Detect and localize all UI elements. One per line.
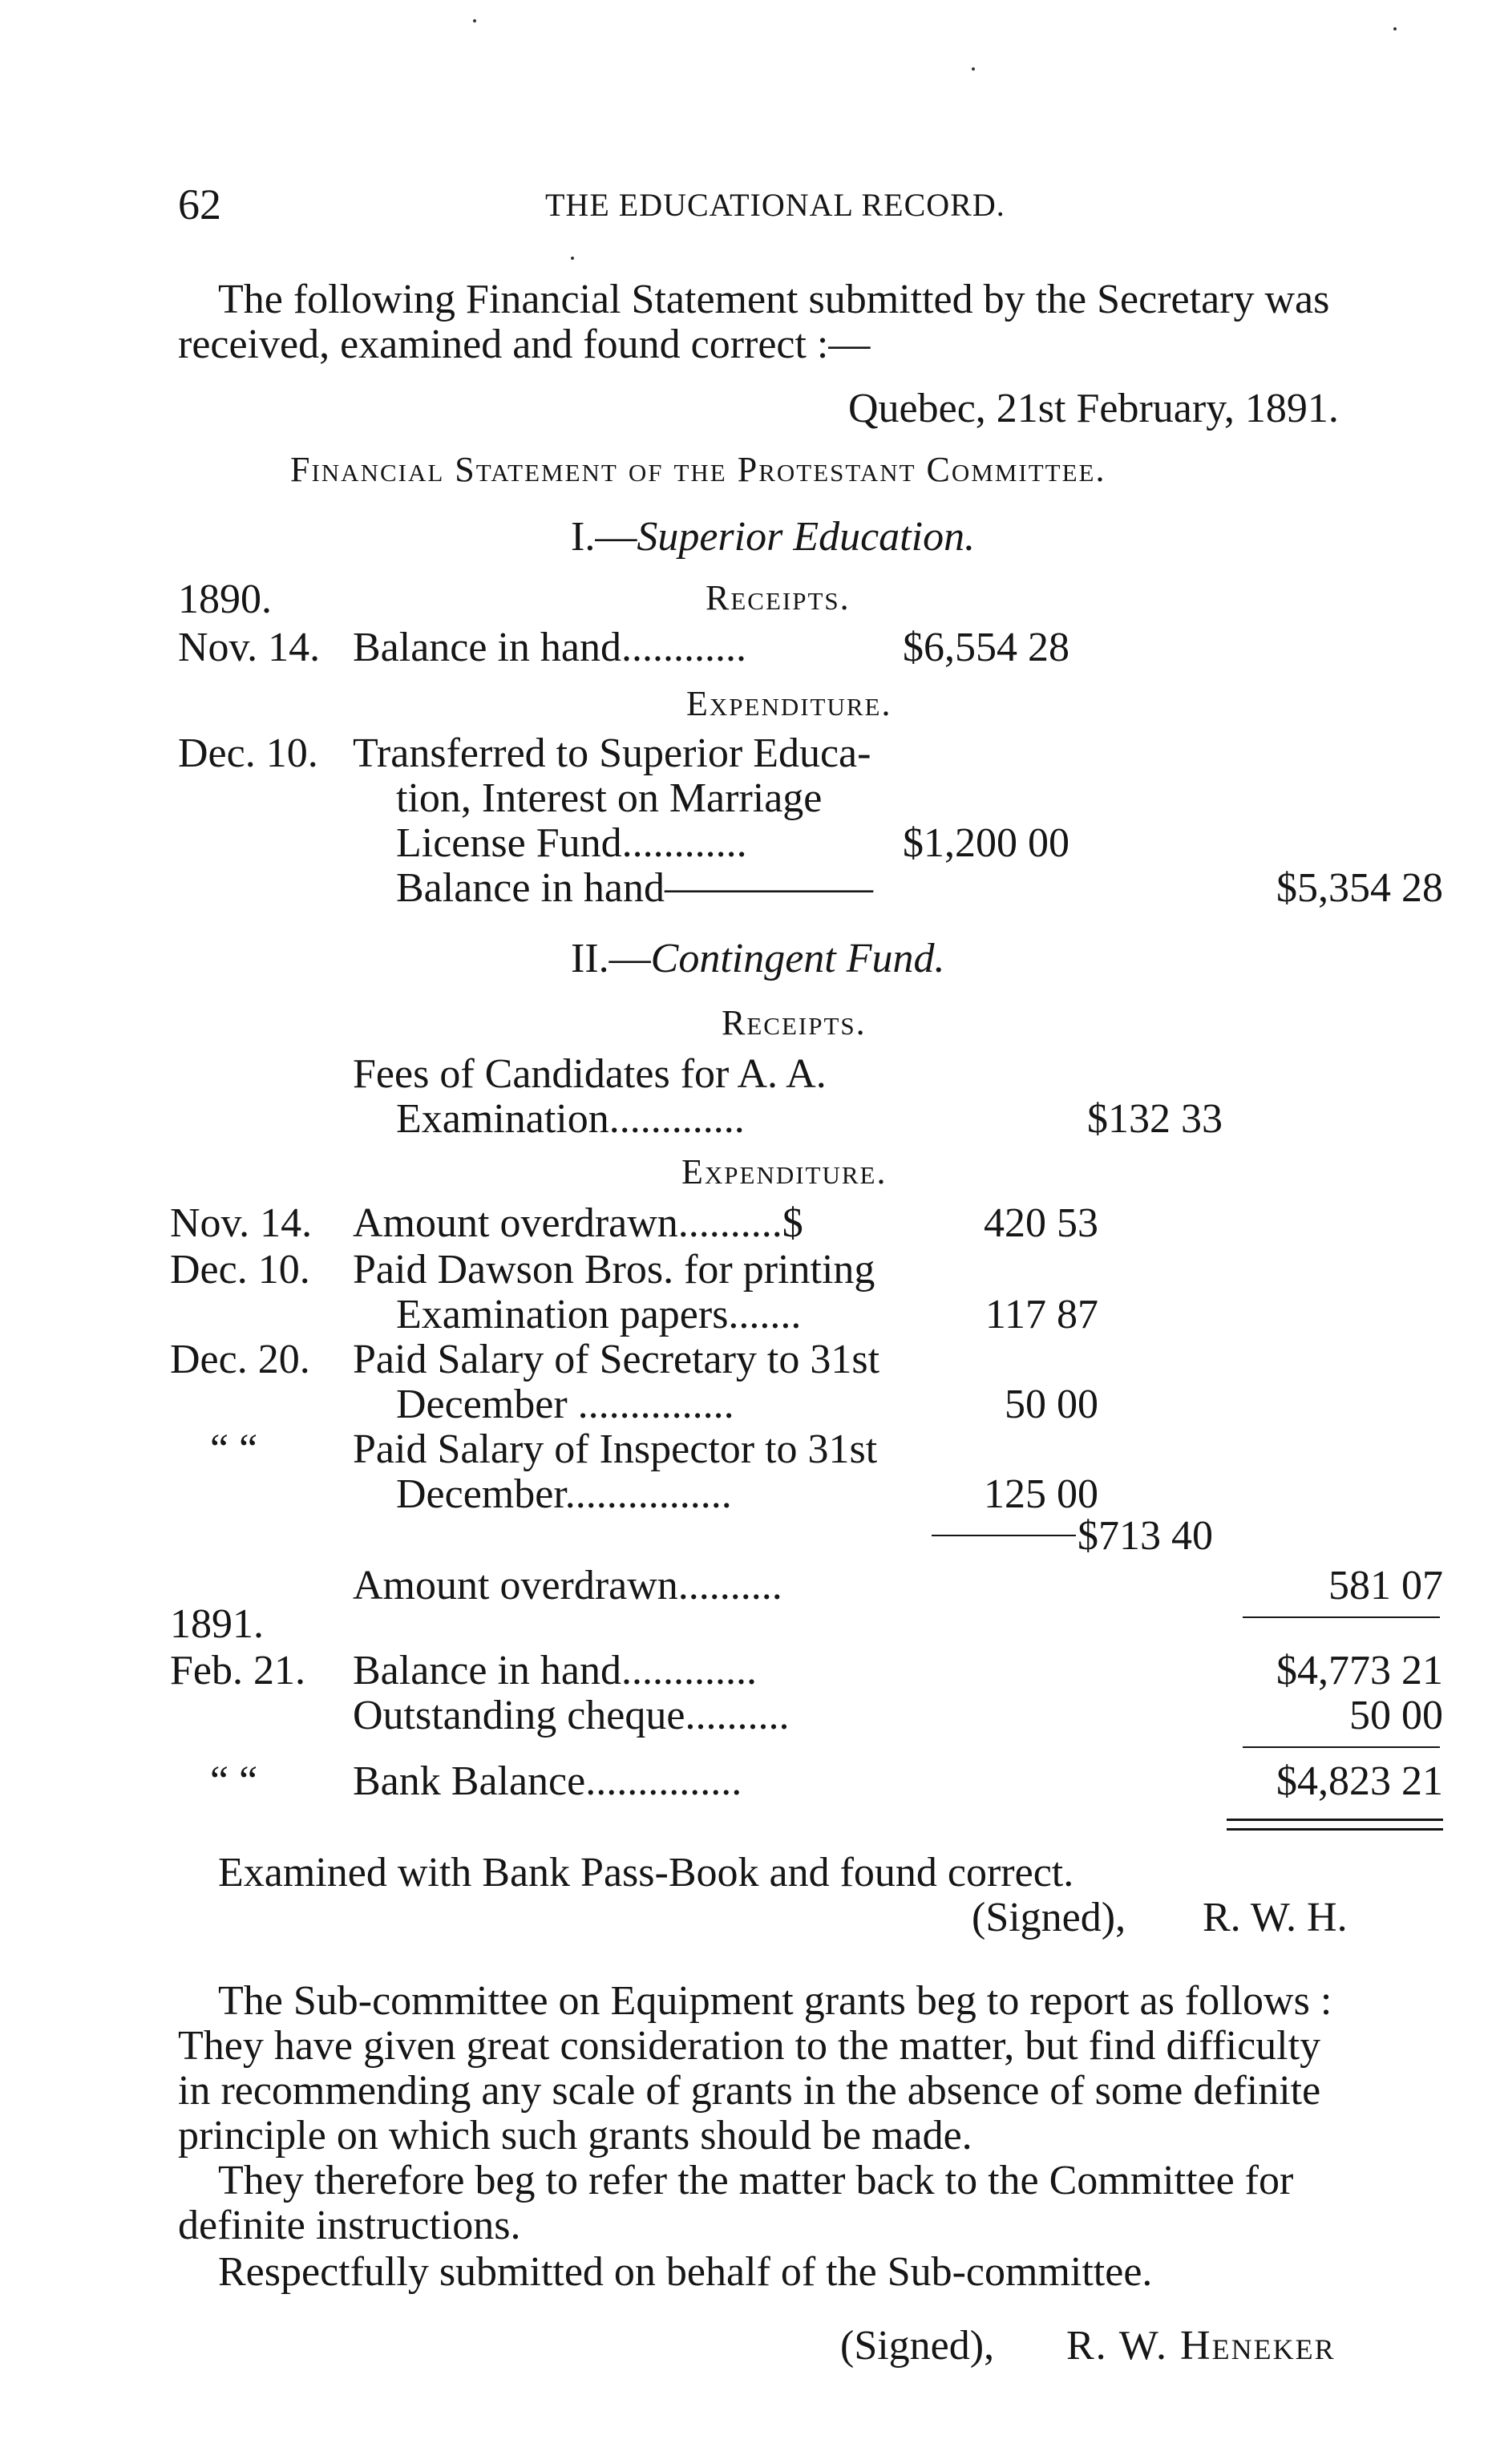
- entry-date: Dec. 10.: [170, 1247, 310, 1293]
- entry-description: License Fund............: [396, 820, 747, 866]
- section-number: I.—: [571, 514, 637, 560]
- dateline: Quebec, 21st February, 1891.: [848, 386, 1339, 431]
- total-rule: [932, 1535, 1076, 1536]
- entry-date: Nov. 14.: [170, 1200, 313, 1246]
- entry-description: Balance in hand............: [353, 625, 746, 670]
- entry-description: Paid Salary of Inspector to 31st: [353, 1426, 878, 1472]
- entry-description: Balance in hand.............: [353, 1648, 757, 1693]
- double-rule: [1227, 1828, 1443, 1831]
- expenditure-heading: Expenditure.: [686, 684, 892, 723]
- entry-description: Amount overdrawn..........$: [353, 1200, 803, 1246]
- entry-amount: 125 00: [984, 1471, 1098, 1517]
- section-heading-contingent: [571, 938, 945, 980]
- overdrawn-amount: 581 07: [1328, 1563, 1443, 1608]
- section-title: Contingent Fund.: [650, 936, 945, 981]
- entry-amount: $1,200 00: [903, 820, 1069, 866]
- print-speck: [972, 67, 975, 71]
- entry-description: Fees of Candidates for A. A.: [353, 1051, 827, 1097]
- section-heading-superior: [571, 516, 975, 558]
- entry-date: “ “: [210, 1758, 258, 1804]
- report-line: They therefore beg to refer the matter back to the Committee for: [218, 2158, 1294, 2203]
- entry-amount: 117 87: [985, 1292, 1098, 1337]
- total-amount: $713 40: [1078, 1513, 1213, 1559]
- cheque-amount: 50 00: [1349, 1693, 1443, 1738]
- verification-text: Examined with Bank Pass-Book and found correct.: [218, 1850, 1074, 1896]
- entry-description: Outstanding cheque..........: [353, 1693, 790, 1738]
- page-number: 62: [178, 180, 221, 229]
- signed-label: (Signed),: [840, 2323, 995, 2369]
- entry-description: Examination papers.......: [396, 1292, 802, 1337]
- entry-date: “ “: [210, 1426, 258, 1472]
- print-speck: [473, 19, 476, 22]
- report-line: They have given great consideration to the matter, but find difficulty: [178, 2023, 1321, 2069]
- signatory-initials: R. W. H.: [1203, 1895, 1348, 1940]
- sum-rule: [1243, 1616, 1440, 1618]
- entry-amount: $132 33: [1087, 1096, 1223, 1142]
- bank-balance-amount: $4,823 21: [1276, 1758, 1443, 1804]
- report-line: The Sub-committee on Equipment grants beg to report as follows :: [218, 1978, 1332, 2024]
- signature: R. W. Heneker: [1066, 2323, 1336, 2369]
- report-line: definite instructions.: [178, 2203, 521, 2248]
- entry-description: Amount overdrawn..........: [353, 1563, 782, 1608]
- receipts-heading: Receipts.: [722, 1003, 867, 1042]
- balance-description: Balance in hand—————: [396, 865, 873, 911]
- entry-description: Paid Dawson Bros. for printing: [353, 1247, 875, 1293]
- entry-description: December................: [396, 1471, 732, 1517]
- report-line: in recommending any scale of grants in the absence of some definite: [178, 2068, 1321, 2114]
- entry-date: Nov. 14.: [178, 625, 321, 670]
- statement-title: Financial Statement of the Protestant Committee.: [290, 450, 1106, 489]
- signed-label: (Signed),: [972, 1895, 1126, 1940]
- year-label: 1891.: [170, 1601, 264, 1647]
- entry-description: Paid Salary of Secretary to 31st: [353, 1337, 880, 1382]
- print-speck: [571, 257, 574, 260]
- receipts-heading: Receipts.: [706, 578, 851, 617]
- entry-description: Transferred to Superior Educa-: [353, 730, 871, 776]
- report-line: Respectfully submitted on behalf of the Sub-committee.: [218, 2249, 1153, 2295]
- print-speck: [1393, 27, 1397, 30]
- section-title: Superior Education.: [637, 514, 976, 560]
- balance-amount: $5,354 28: [1276, 865, 1443, 911]
- entry-amount: 50 00: [1005, 1382, 1098, 1427]
- year-label: 1890.: [178, 577, 272, 622]
- section-number: II.—: [571, 936, 651, 981]
- expenditure-heading: Expenditure.: [681, 1152, 887, 1192]
- sum-rule: [1243, 1746, 1440, 1748]
- entry-date: Dec. 20.: [170, 1337, 310, 1382]
- intro-line: received, examined and found correct :—: [178, 322, 871, 367]
- entry-date: Dec. 10.: [178, 730, 318, 776]
- balance-amount: $4,773 21: [1276, 1648, 1443, 1693]
- entry-description: tion, Interest on Marriage: [396, 775, 823, 821]
- running-title: THE EDUCATIONAL RECORD.: [545, 187, 1005, 223]
- entry-description: Examination.............: [396, 1096, 745, 1142]
- entry-amount: $6,554 28: [903, 625, 1069, 670]
- entry-description: December ...............: [396, 1382, 734, 1427]
- entry-description: Bank Balance...............: [353, 1758, 742, 1804]
- double-rule: [1227, 1819, 1443, 1821]
- report-line: principle on which such grants should be made.: [178, 2113, 972, 2159]
- intro-line: The following Financial Statement submitted by the Secretary was: [218, 277, 1330, 322]
- entry-date: Feb. 21.: [170, 1648, 305, 1693]
- entry-amount: 420 53: [984, 1200, 1098, 1246]
